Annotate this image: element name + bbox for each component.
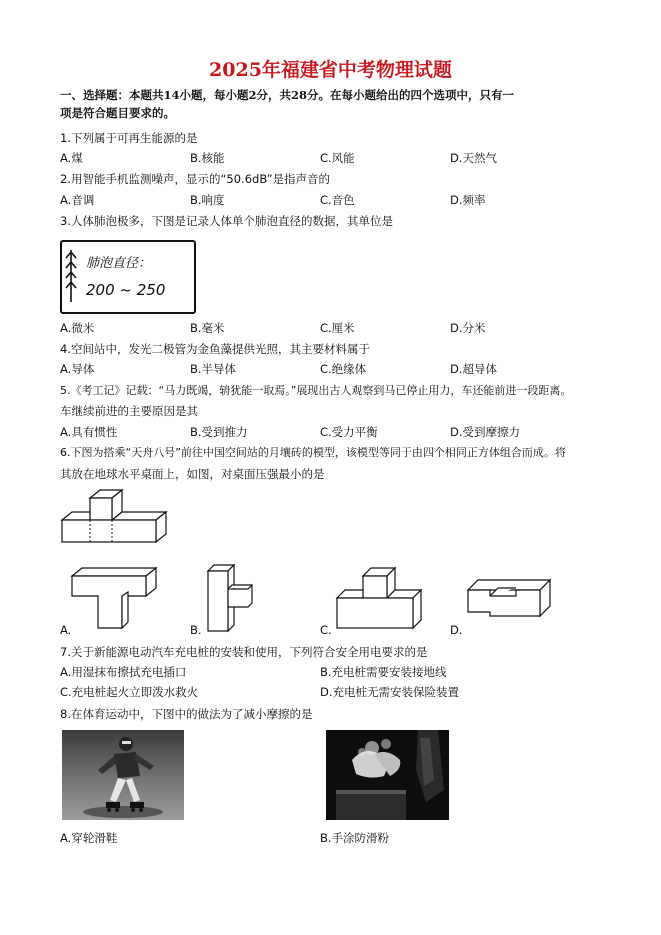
question-3-option-a: A.微米 <box>60 321 95 335</box>
question-4-option-c: C.绝缘体 <box>320 362 367 376</box>
tree-doodle-icon <box>64 248 78 304</box>
question-2-option-c: C.音色 <box>320 193 355 207</box>
question-5-option-c: C.受力平衡 <box>320 425 378 439</box>
question-5-option-a: A.具有惯性 <box>60 425 118 439</box>
question-2-option-a: A.音调 <box>60 193 95 207</box>
roller-skater-photo <box>62 730 184 820</box>
question-8-stem: 8.在体育运动中，下图中的做法为了减小摩擦的是 <box>60 707 313 721</box>
question-1-stem: 1.下列属于可再生能源的是 <box>60 131 198 145</box>
question-1-option-a: A.煤 <box>60 151 83 165</box>
question-6-option-b: B. <box>190 623 202 637</box>
question-3-option-c: C.厘米 <box>320 321 355 335</box>
question-6-option-a: A. <box>60 623 72 637</box>
option-d-shape <box>466 576 556 622</box>
alveolus-note-card <box>60 240 196 314</box>
question-7-option-b: B.充电桩需要安装接地线 <box>320 665 447 679</box>
question-8-option-b: B.手涂防滑粉 <box>320 831 390 845</box>
question-6-stem-line2: 其放在地球水平桌面上，如图，对桌面压强最小的是 <box>60 467 325 481</box>
question-1-option-c: C.风能 <box>320 151 355 165</box>
question-4-option-a: A.导体 <box>60 362 95 376</box>
option-b-shape <box>204 563 254 633</box>
moon-brick-model-figure <box>60 488 175 548</box>
question-3-option-d: D.分米 <box>450 321 486 335</box>
question-2-option-b: B.响度 <box>190 193 225 207</box>
question-3-stem: 3.人体肺泡极多，下图是记录人体单个肺泡直径的数据，其单位是 <box>60 214 393 228</box>
question-1-option-b: B.核能 <box>190 151 225 165</box>
question-5-stem-line2: 车继续前进的主要原因是其 <box>60 404 198 418</box>
question-6-option-c: C. <box>320 623 332 637</box>
question-6-stem-line1: 6.下图为搭乘“天舟八号”前往中国空间站的月壤砖的模型，该模型等同于由四个相同正方体组合而成。将 <box>60 446 566 459</box>
question-8-option-a: A.穿轮滑鞋 <box>60 831 118 845</box>
question-5-option-b: B.受到推力 <box>190 425 248 439</box>
question-5-stem-line1: 5.《考工记》记载：“马力既竭，辀犹能一取焉。”展现出古人观察到马已停止用力，车还能前进一段距离。 <box>60 384 572 397</box>
question-5-option-d: D.受到摩擦力 <box>450 425 521 439</box>
question-4-option-d: D.超导体 <box>450 362 498 376</box>
question-7-option-a: A.用湿抹布擦拭充电插口 <box>60 665 187 679</box>
question-7-option-c: C.充电桩起火立即泼水救火 <box>60 685 199 699</box>
note-line-2: 200 ~ 250 <box>86 281 166 299</box>
question-3-option-b: B.毫米 <box>190 321 225 335</box>
question-7-stem: 7.关于新能源电动汽车充电桩的安装和使用，下列符合安全用电要求的是 <box>60 645 428 659</box>
page-title: 2025年福建省中考物理试题 <box>209 59 452 81</box>
note-line-1: 肺泡直径： <box>86 256 152 271</box>
question-2-stem: 2.用智能手机监测噪声，显示的“50.6dB”是指声音的 <box>60 172 331 186</box>
question-7-option-d: D.充电桩无需安装保险装置 <box>320 685 460 699</box>
chalk-hands-photo <box>326 730 449 820</box>
question-2-option-d: D.频率 <box>450 193 486 207</box>
question-4-option-b: B.半导体 <box>190 362 237 376</box>
question-6-option-d: D. <box>450 623 463 637</box>
section-heading-line2: 项是符合题目要求的。 <box>60 106 175 120</box>
question-1-option-d: D.天然气 <box>450 151 498 165</box>
question-4-stem: 4.空间站中，发光二极管为金鱼藻提供光照，其主要材料属于 <box>60 342 370 356</box>
option-c-shape <box>335 566 425 630</box>
option-a-shape <box>70 566 160 631</box>
section-heading-line1: 一、选择题：本题共14小题，每小题2分，共28分。在每小题给出的四个选项中，只有一 <box>60 88 515 102</box>
